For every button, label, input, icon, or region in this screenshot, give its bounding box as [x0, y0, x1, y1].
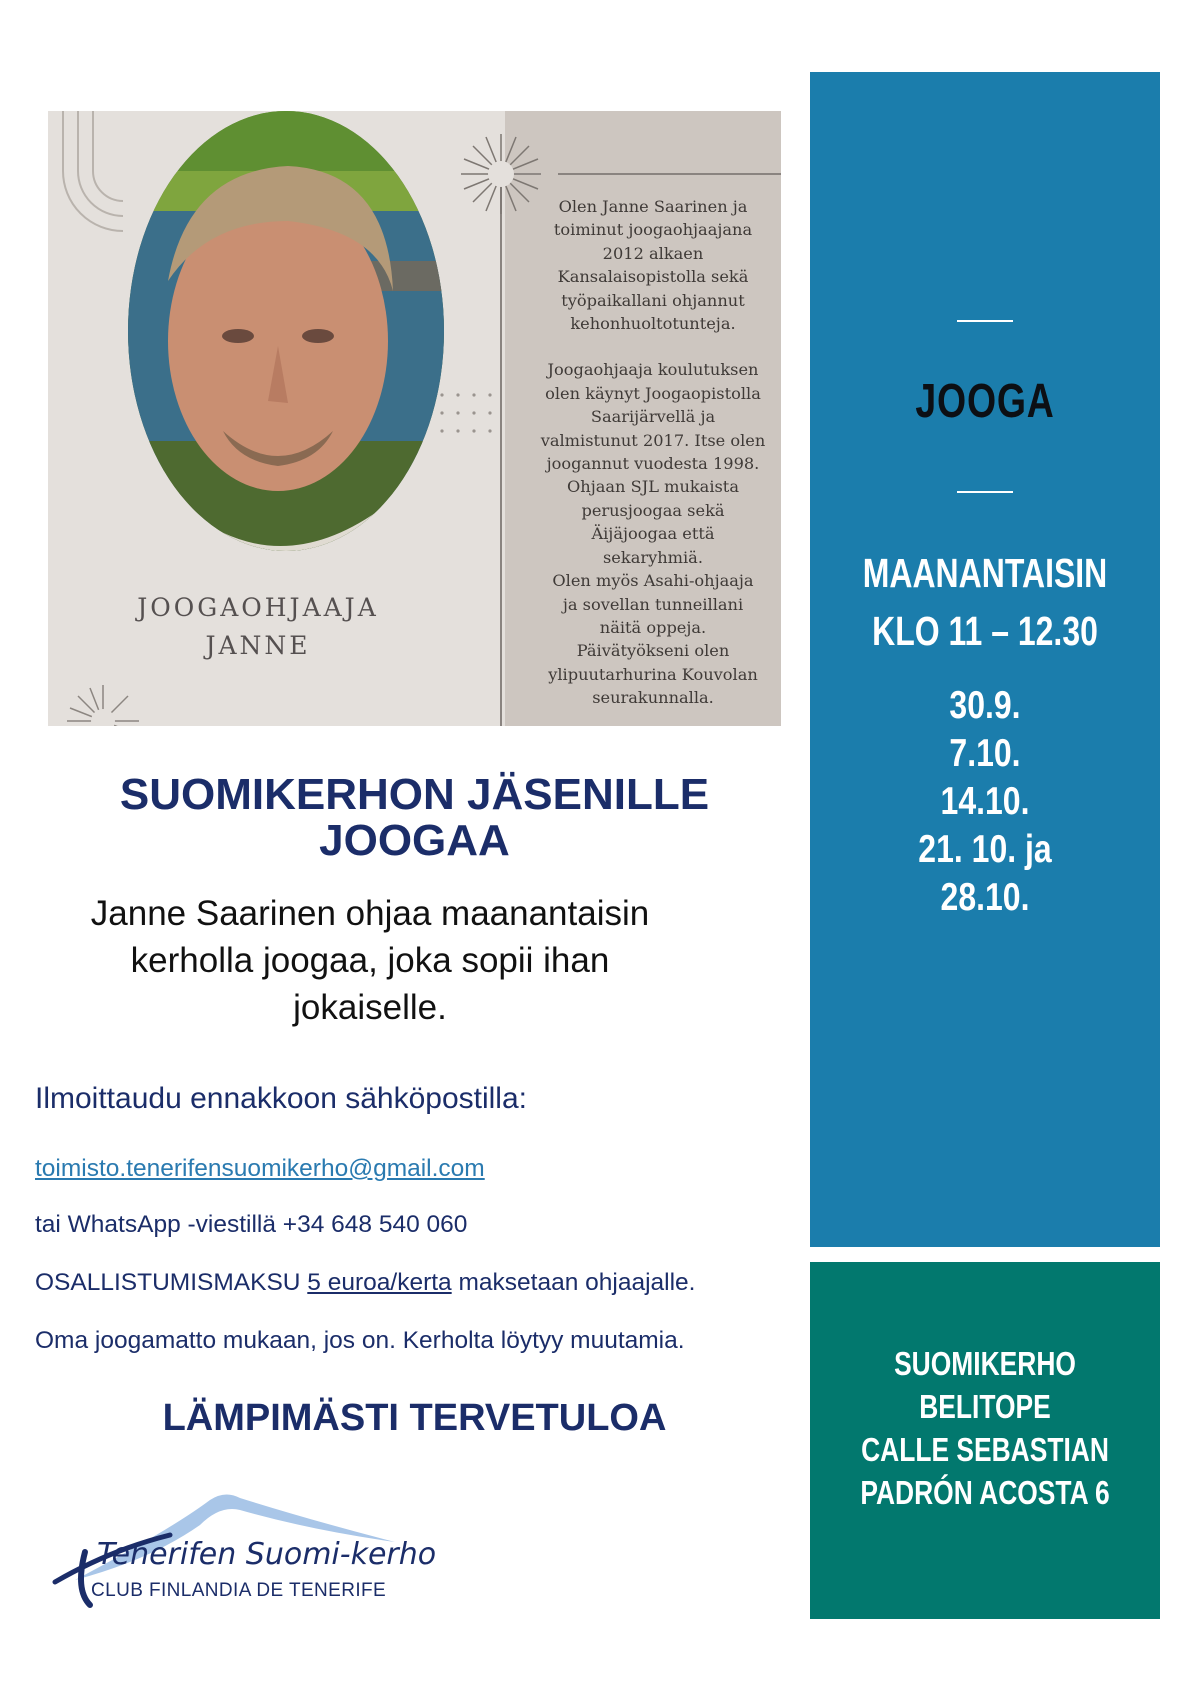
bio-line: Joogaohjaaja koulutuksen	[547, 360, 759, 380]
fee-info	[35, 1269, 695, 1297]
schedule-time	[849, 544, 1122, 660]
welcome-text: LÄMPIMÄSTI TERVETULOA	[162, 1397, 667, 1439]
schedule-panel	[810, 72, 1160, 1247]
schedule-dates	[842, 682, 1129, 922]
bio-line: Ohjaan SJL mukaista	[567, 477, 739, 497]
fee-amount: 5 euroa/kerta	[307, 1269, 452, 1296]
page-title	[48, 772, 781, 864]
bio-line: kehonhuoltotunteja.	[570, 314, 736, 334]
bio-line: näitä oppeja.	[599, 617, 707, 637]
fee-prefix: OSALLISTUMISMAKSU	[35, 1269, 308, 1296]
instructor-bio	[508, 195, 781, 710]
email-link[interactable]: toimisto.tenerifensuomikerho@gmail.com	[35, 1155, 485, 1182]
bio-line: joogannut vuodesta 1998.	[546, 454, 760, 474]
date-item: 7.10.	[949, 732, 1021, 775]
title-line-1: SUOMIKERHON JÄSENILLE	[119, 770, 710, 819]
bio-line: toiminut joogaohjaajana	[553, 220, 753, 240]
instructor-photo	[128, 111, 444, 551]
intro-line-1: Janne Saarinen ohjaa maanantaisin	[90, 894, 650, 933]
intro-text	[30, 890, 710, 1031]
date-item: 14.10.	[940, 780, 1030, 823]
date-item: 28.10.	[940, 876, 1030, 919]
address-line: PADRÓN ACOSTA 6	[860, 1474, 1110, 1511]
club-logo-subtitle: CLUB FINLANDIA DE TENERIFE	[91, 1580, 387, 1601]
intro-line-3: jokaiselle.	[293, 988, 447, 1027]
divider-top	[957, 320, 1013, 322]
signup-heading: Ilmoittaudu ennakkoon sähköpostilla:	[35, 1082, 527, 1115]
bio-line: sekaryhmiä.	[603, 547, 703, 567]
divider-horizontal	[558, 173, 781, 175]
divider-bottom	[957, 491, 1013, 493]
bio-line: ja sovellan tunneillani	[562, 594, 744, 614]
dot-grid	[438, 391, 498, 451]
instructor-name	[108, 589, 408, 665]
bio-line: Kansalaisopistolla sekä	[557, 267, 749, 287]
address-panel	[810, 1262, 1160, 1619]
instructor-card	[48, 111, 781, 726]
sunburst-small-icon	[63, 681, 143, 726]
bio-line: olen käynyt Joogaopistolla	[545, 383, 761, 403]
bio-line: Päivätyökseni olen	[576, 641, 730, 661]
fee-suffix: maksetaan ohjaajalle.	[451, 1269, 696, 1296]
name-line-2: JANNE	[205, 631, 311, 660]
club-logo-name: Tenerifen Suomi-kerho	[97, 1537, 437, 1572]
address-line: CALLE SEBASTIAN	[861, 1431, 1109, 1468]
bio-line: 2012 alkaen	[602, 243, 704, 263]
whatsapp-info: tai WhatsApp -viestillä +34 648 540 060	[35, 1211, 468, 1238]
date-item: 21. 10. ja	[918, 828, 1052, 871]
address-text	[845, 1342, 1125, 1514]
bio-line: Olen Janne Saarinen ja	[558, 197, 748, 216]
bio-line: työpaikallani ohjannut	[561, 290, 745, 310]
bio-line: Olen myös Asahi-ohjaaja	[552, 571, 754, 591]
title-line-2: JOOGAA	[319, 816, 510, 865]
bio-line: Saarijärvellä ja	[590, 407, 716, 427]
name-line-1: JOOGAOHJAAJA	[137, 593, 379, 622]
divider-vertical	[500, 171, 502, 726]
schedule-heading: JOOGA	[915, 375, 1055, 428]
schedule-hours: KLO 11 – 12.30	[872, 608, 1098, 654]
mat-info: Oma joogamatto mukaan, jos on. Kerholta löytyy muutamia.	[35, 1327, 685, 1354]
bio-line: Äijäjoogaa että	[591, 524, 715, 544]
schedule-day: MAANANTAISIN	[862, 550, 1108, 596]
bio-line: seurakunnalla.	[592, 688, 714, 708]
intro-line-2: kerholla joogaa, joka sopii ihan	[130, 941, 610, 980]
address-line: BELITOPE	[919, 1388, 1051, 1425]
address-line: SUOMIKERHO	[894, 1345, 1076, 1382]
bio-line: perusjoogaa sekä	[581, 500, 725, 520]
bio-line: valmistunut 2017. Itse olen	[540, 430, 766, 450]
date-item: 30.9.	[949, 684, 1021, 727]
bio-line: ylipuutarhurina Kouvolan	[548, 664, 758, 684]
